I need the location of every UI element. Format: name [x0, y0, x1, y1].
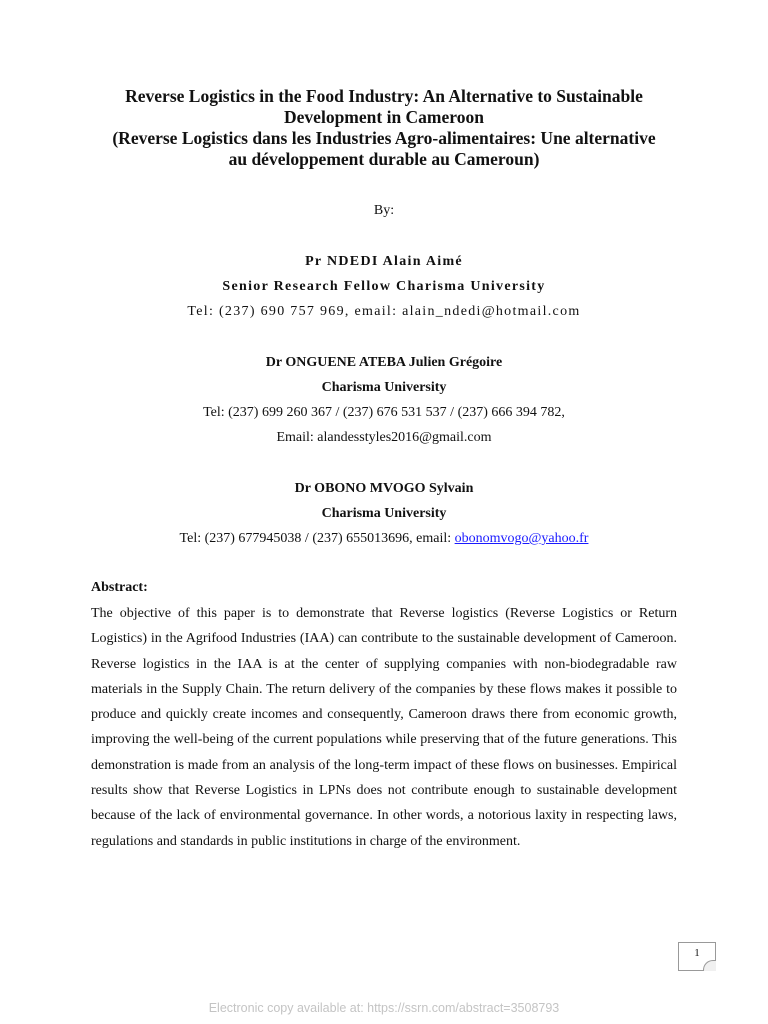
page-curl-icon: [703, 960, 716, 971]
author-name: Dr ONGUENE ATEBA Julien Grégoire: [265, 355, 503, 370]
author-name: Pr NDEDI Alain Aimé: [305, 254, 463, 269]
title-line: Reverse Logistics in the Food Industry: An Alternative to Sustainable: [125, 86, 643, 106]
author-contact: [0, 530, 768, 548]
author-contact-text: Tel: (237) 677945038 / (237) 655013696, email:: [179, 531, 455, 546]
abstract-heading: Abstract:: [91, 580, 148, 595]
author-name: Dr OBONO MVOGO Sylvain: [294, 481, 474, 496]
author-contact: Tel: (237) 699 260 367 / (237) 676 531 537 / (237) 666 394 782,: [203, 405, 565, 420]
author-affiliation: Charisma University: [321, 506, 447, 521]
author-affiliation: Charisma University: [321, 380, 447, 395]
page-number-box: [678, 942, 716, 971]
title-line: Development in Cameroon: [284, 107, 484, 127]
author-affiliation: Senior Research Fellow Charisma University: [222, 279, 546, 294]
abstract-body: The objective of this paper is to demonstrate that Reverse logistics (Reverse Logistics or Return Logistics) in the Agrifood Industries (IAA) can contribute to the sustainable development of Cameroon. Reverse logistics in the IAA is at the center of supplying companies with non-biodegradable raw materials in the Supply Chain. The return delivery of the companies by these flows makes it possible to produce and quickly create incomes and consequently, Cameroon draws there from economic growth, improving the well-being of the current populations while preserving that of the future generations. This demonstration is made from an analysis of the long-term impact of these flows on businesses. Empirical results show that Reverse Logistics in LPNs does not contribute enough to sustainable development because of the lack of environmental governance. In other words, a notorious laxity in respecting laws, regulations and standards in public institutions in charge of the environment.: [91, 606, 677, 849]
title-line: au développement durable au Cameroun): [228, 149, 540, 169]
email-link[interactable]: obonomvogo@yahoo.fr: [454, 531, 589, 546]
author-email: Email: alandesstyles2016@gmail.com: [276, 430, 492, 445]
by-label: By:: [373, 203, 395, 218]
page-number: 1: [694, 947, 700, 959]
author-contact: Tel: (237) 690 757 969, email: alain_ndedi@hotmail.com: [187, 304, 581, 319]
paper-title: [60, 86, 708, 170]
title-line: (Reverse Logistics dans les Industries Agro-alimentaires: Une alternative: [112, 128, 656, 148]
footer-notice: Electronic copy available at: https://ssrn.com/abstract=3508793: [208, 1001, 560, 1015]
